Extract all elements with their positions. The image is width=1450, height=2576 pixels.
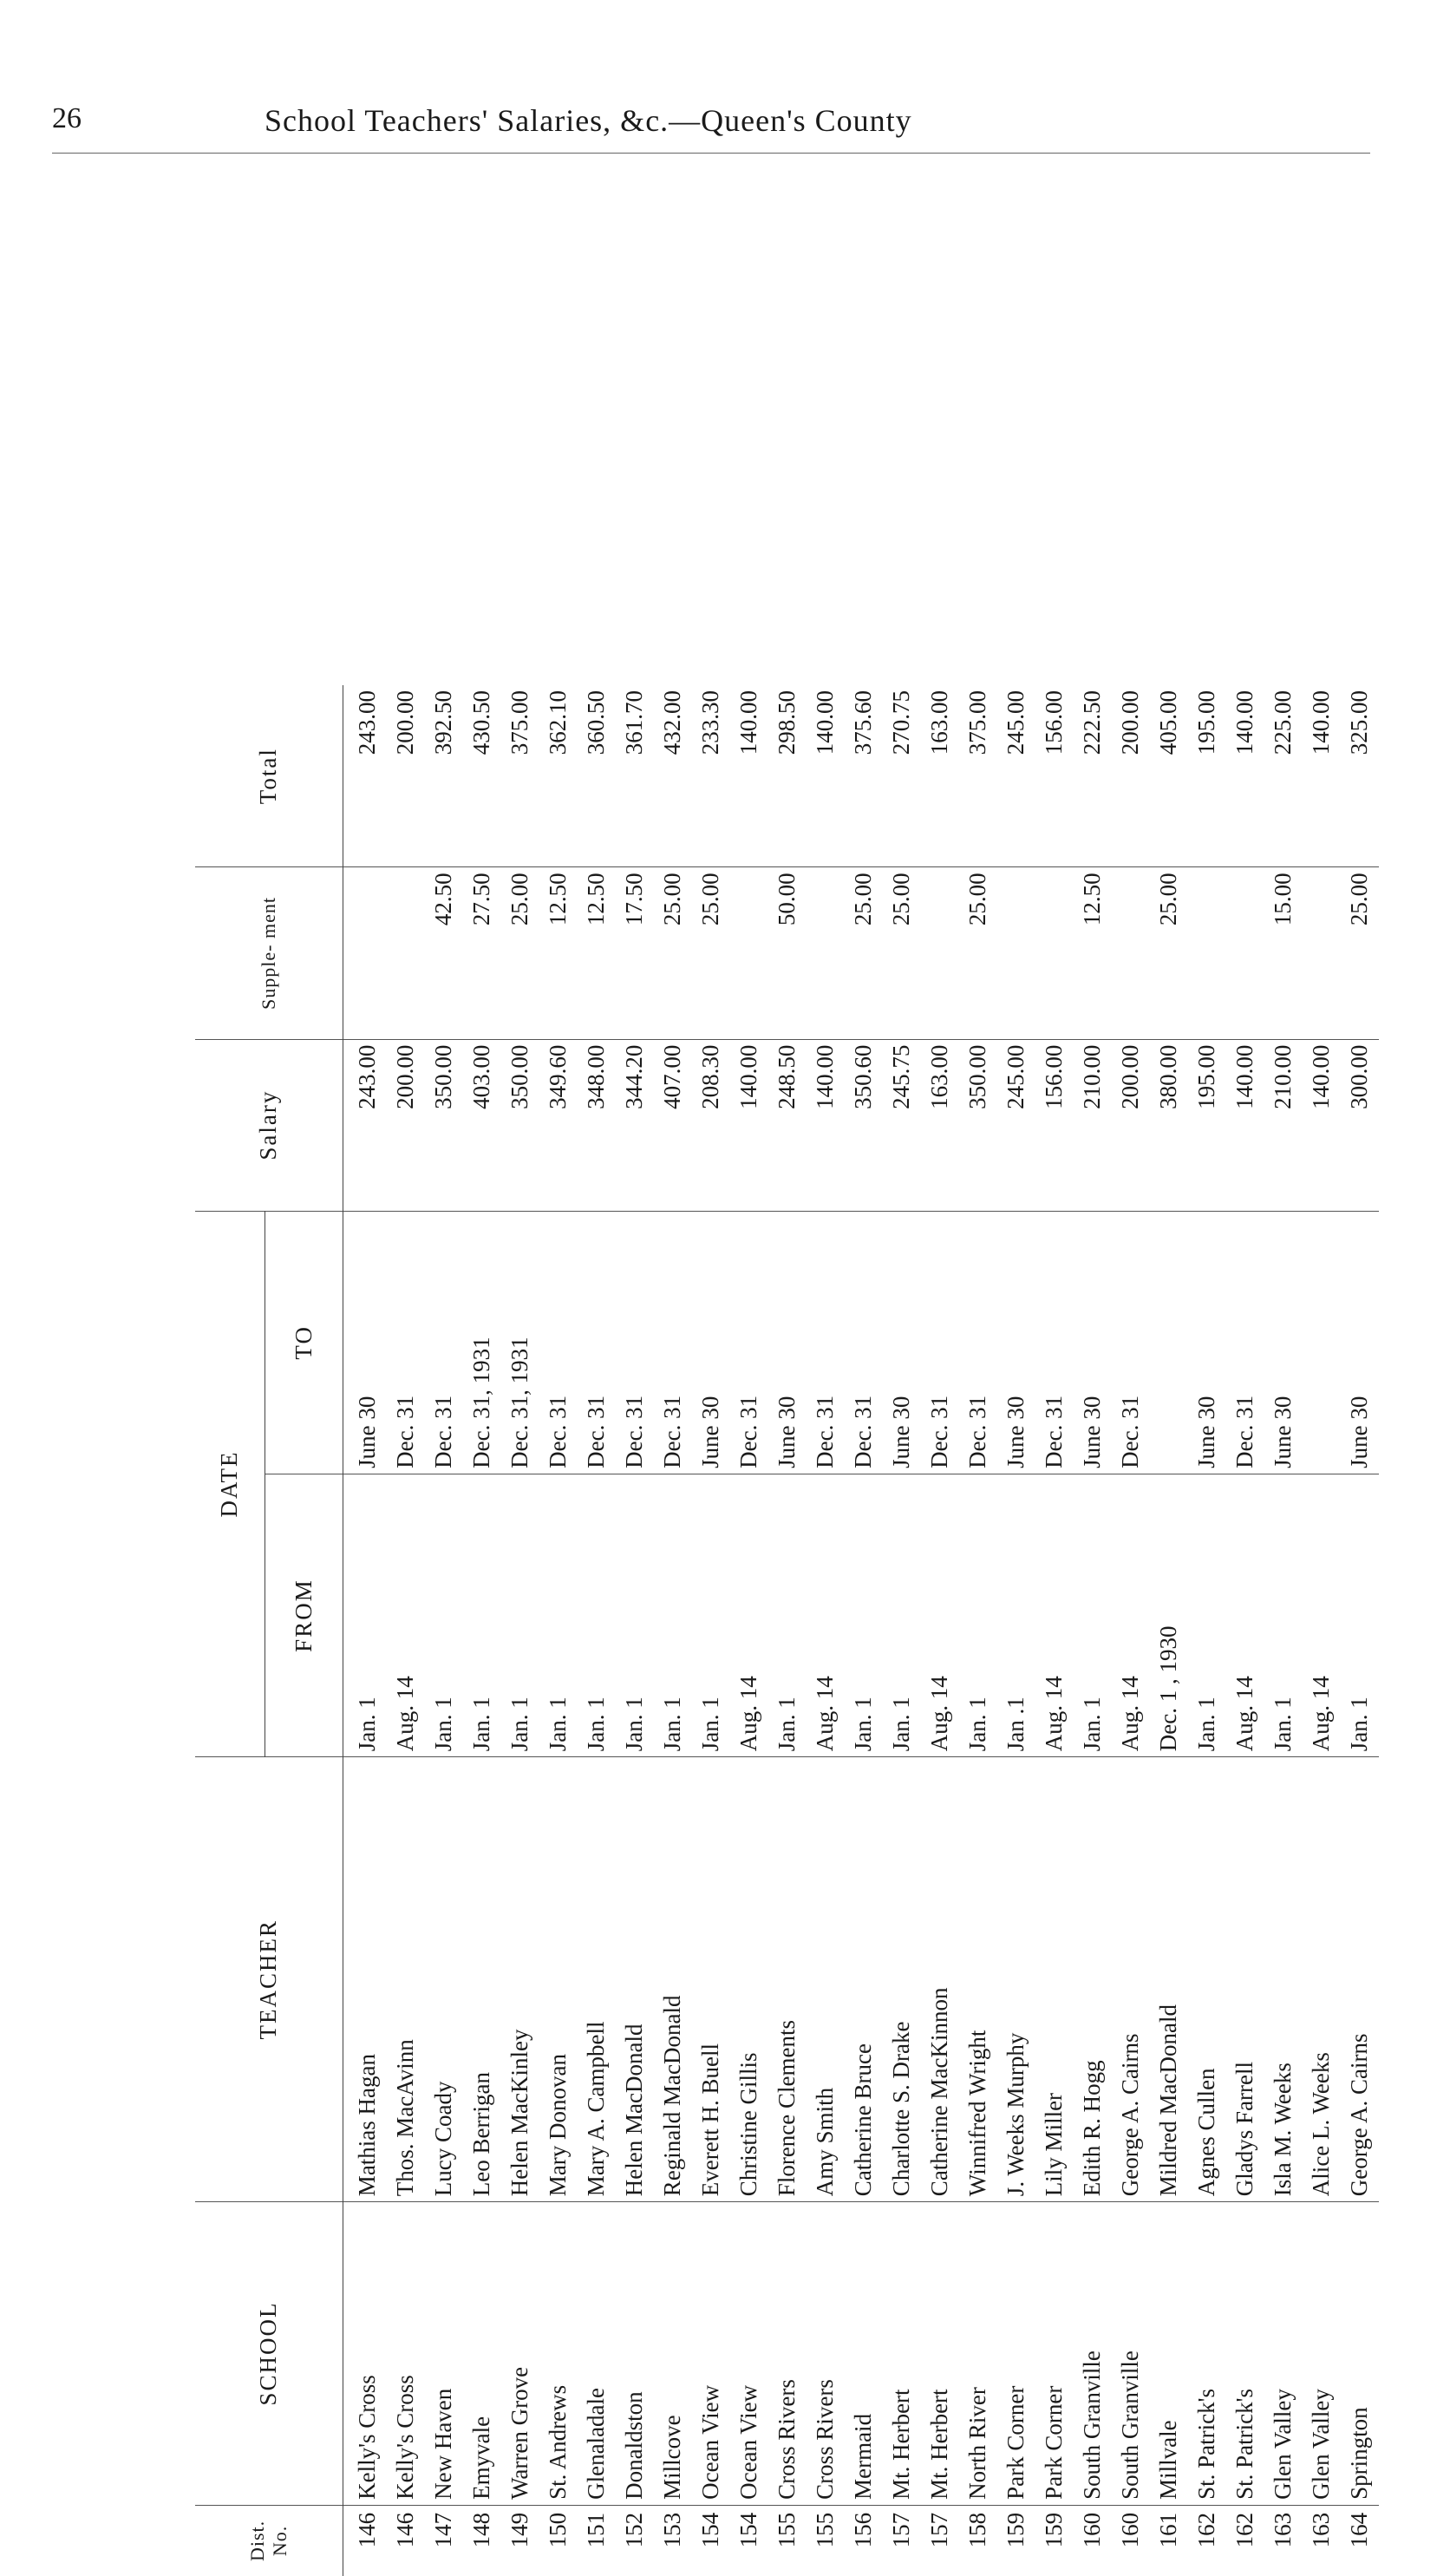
total-cell: 163.00 [921,685,959,867]
total-cell: 156.00 [1035,685,1074,867]
to-date-cell: Dec. 31 [730,1211,768,1474]
supplement-cell: 12.50 [1074,867,1112,1039]
teacher-cell: Catherine Bruce [845,1757,883,2202]
dist-no-cell: 155 [774,2512,800,2548]
dist-no-cell: 160 [1079,2512,1105,2548]
from-date-cell: Jan. 1 [768,1474,807,1756]
salary-cell: 210.00 [1074,1039,1112,1211]
teacher-cell: Charlotte S. Drake [883,1757,921,2202]
teacher-cell: Mary A. Campbell [578,1757,616,2202]
teacher-cell: Leo Berrigan [463,1757,501,2202]
rotated-table-wrapper [195,685,1372,2576]
teacher-cell: Isla M. Weeks [1264,1757,1303,2202]
school-cell: Ocean View [730,2202,768,2506]
salary-cell: 200.00 [1112,1039,1150,1211]
table-row [845,685,883,2576]
dist-no-cell: 148 [468,2512,494,2548]
to-date-cell: Dec. 31 [1226,1211,1264,1474]
page-number: 26 [52,102,82,134]
teacher-cell: Edith R. Hogg [1074,1757,1112,2202]
school-cell: Warren Grove [501,2202,539,2506]
total-cell: 325.00 [1341,685,1379,867]
from-date-cell: Jan. 1 [539,1474,578,1756]
table-row [883,685,921,2576]
dist-no-cell: 155 [812,2512,838,2548]
from-date-cell: Jan .1 [997,1474,1035,1756]
table-row [501,685,539,2576]
total-cell: 225.00 [1264,685,1303,867]
supplement-cell [997,867,1035,1039]
from-date-cell: Aug. 14 [1226,1474,1264,1756]
teacher-cell: Florence Clements [768,1757,807,2202]
school-cell: St. Patrick's [1226,2202,1264,2506]
dist-no-cell: 157 [926,2512,952,2548]
running-title: School Teachers' Salaries, &c.—Queen's County [265,103,912,138]
from-date-cell: Jan. 1 [1188,1474,1226,1756]
salary-cell: 407.00 [654,1039,692,1211]
table-row [1035,685,1074,2576]
to-date-cell: June 30 [1188,1211,1226,1474]
teacher-cell: Gladys Farrell [1226,1757,1264,2202]
dist-no-cell: 158 [964,2512,990,2548]
to-date-cell: Dec. 31 [807,1211,845,1474]
to-date-cell: June 30 [768,1211,807,1474]
to-date-cell: Dec. 31 [616,1211,654,1474]
dist-no-cell: 146 [354,2512,380,2548]
from-date-cell: Aug. 14 [807,1474,845,1756]
from-date-cell: Jan. 1 [425,1474,463,1756]
school-cell: Kelly's Cross [343,2202,387,2506]
dist-no-cell: 154 [697,2512,723,2548]
school-cell: Mt. Herbert [921,2202,959,2506]
dist-no-cell: 150 [545,2512,571,2548]
to-date-cell: Dec. 31, 1931 [501,1211,539,1474]
teacher-cell: Mathias Hagan [343,1757,387,2202]
total-cell: 392.50 [425,685,463,867]
from-date-cell: Jan. 1 [959,1474,997,1756]
from-date-cell: Aug. 14 [730,1474,768,1756]
table-row [578,685,616,2576]
from-date-cell: Jan. 1 [1074,1474,1112,1756]
school-cell: St. Patrick's [1188,2202,1226,2506]
school-cell: Mt. Herbert [883,2202,921,2506]
supplement-cell: 17.50 [616,867,654,1039]
supplement-cell: 25.00 [501,867,539,1039]
school-cell: Donaldston [616,2202,654,2506]
table-row [997,685,1035,2576]
school-cell: Park Corner [1035,2202,1074,2506]
supplement-cell [1226,867,1264,1039]
salary-cell: 245.00 [997,1039,1035,1211]
from-date-cell: Jan. 1 [692,1474,730,1756]
salary-cell: 243.00 [343,1039,387,1211]
teacher-cell: Mary Donovan [539,1757,578,2202]
supplement-cell [921,867,959,1039]
table-row [616,685,654,2576]
header-dist-no: Dist. No. [195,2505,343,2576]
salary-cell: 348.00 [578,1039,616,1211]
total-cell: 233.30 [692,685,730,867]
supplement-cell [1188,867,1226,1039]
table-row [1112,685,1150,2576]
table-row [1226,685,1264,2576]
supplement-cell: 25.00 [1150,867,1188,1039]
school-cell: Mermaid [845,2202,883,2506]
teacher-cell: Lucy Coady [425,1757,463,2202]
supplement-cell [1035,867,1074,1039]
header-teacher: TEACHER [195,1757,343,2202]
dist-no-cell: 159 [1041,2512,1067,2548]
supplement-cell: 12.50 [578,867,616,1039]
header-salary: Salary [195,1039,343,1211]
total-cell: 200.00 [1112,685,1150,867]
total-cell: 140.00 [1226,685,1264,867]
to-date-cell: Dec. 31 [1112,1211,1150,1474]
total-cell: 195.00 [1188,685,1226,867]
salary-cell: 140.00 [807,1039,845,1211]
table-row [1264,685,1303,2576]
from-date-cell: Aug. 14 [387,1474,425,1756]
school-cell: New Haven [425,2202,463,2506]
dist-no-cell: 160 [1117,2512,1143,2548]
supplement-cell [387,867,425,1039]
dist-no-cell: 159 [1003,2512,1029,2548]
dist-no-cell: 151 [583,2512,609,2548]
total-cell: 430.50 [463,685,501,867]
to-date-cell: Dec. 31 [425,1211,463,1474]
from-date-cell: Jan. 1 [1341,1474,1379,1756]
to-date-cell: Dec. 31 [959,1211,997,1474]
to-date-cell: June 30 [1264,1211,1303,1474]
supplement-cell: 25.00 [959,867,997,1039]
salary-cell: 156.00 [1035,1039,1074,1211]
supplement-cell: 50.00 [768,867,807,1039]
from-date-cell: Jan. 1 [501,1474,539,1756]
dist-no-cell: 157 [888,2512,914,2548]
to-date-cell: June 30 [1074,1211,1112,1474]
teacher-cell: Helen MacDonald [616,1757,654,2202]
to-date-cell: Dec. 31 [387,1211,425,1474]
teacher-cell: Everett H. Buell [692,1757,730,2202]
school-cell: Glenaladale [578,2202,616,2506]
dist-no-cell: 162 [1231,2512,1257,2548]
school-cell: Kelly's Cross [387,2202,425,2506]
school-cell: Cross Rivers [807,2202,845,2506]
table-row [387,685,425,2576]
table-row [654,685,692,2576]
dist-no-cell: 163 [1270,2512,1296,2548]
supplement-cell: 25.00 [845,867,883,1039]
to-date-cell: June 30 [1341,1211,1379,1474]
salary-cell: 140.00 [1226,1039,1264,1211]
from-date-cell: Jan. 1 [1264,1474,1303,1756]
table-row [768,685,807,2576]
supplement-cell: 12.50 [539,867,578,1039]
teacher-cell: Thos. MacAvinn [387,1757,425,2202]
total-cell: 243.00 [343,685,387,867]
to-date-cell: Dec. 31 [654,1211,692,1474]
teacher-cell: Amy Smith [807,1757,845,2202]
from-date-cell: Jan. 1 [578,1474,616,1756]
table-row [692,685,730,2576]
school-cell: South Granville [1112,2202,1150,2506]
from-date-cell: Aug. 14 [1112,1474,1150,1756]
teacher-cell: Reginald MacDonald [654,1757,692,2202]
table-row [539,685,578,2576]
school-cell: North River [959,2202,997,2506]
table-row [463,685,501,2576]
salary-cell: 380.00 [1150,1039,1188,1211]
supplement-cell: 25.00 [883,867,921,1039]
teacher-cell: Agnes Cullen [1188,1757,1226,2202]
table-row [807,685,845,2576]
total-cell: 222.50 [1074,685,1112,867]
from-date-cell: Jan. 1 [463,1474,501,1756]
supplement-cell: 25.00 [654,867,692,1039]
table-row [1303,685,1341,2576]
salary-cell: 140.00 [1303,1039,1341,1211]
dist-no-cell: 147 [430,2512,456,2548]
school-cell: Park Corner [997,2202,1035,2506]
to-date-cell: Dec. 31, 1931 [463,1211,501,1474]
supplement-cell [1303,867,1341,1039]
dist-no-cell: 149 [506,2512,532,2548]
school-cell: St. Andrews [539,2202,578,2506]
to-date-cell: Dec. 31 [845,1211,883,1474]
header-total: Total [195,685,343,867]
total-cell: 361.70 [616,685,654,867]
salary-cell: 163.00 [921,1039,959,1211]
from-date-cell: Jan. 1 [616,1474,654,1756]
from-date-cell: Jan. 1 [343,1474,387,1756]
supplement-cell [730,867,768,1039]
total-cell: 375.60 [845,685,883,867]
salary-cell: 349.60 [539,1039,578,1211]
school-cell: Millcove [654,2202,692,2506]
total-cell: 200.00 [387,685,425,867]
to-date-cell: June 30 [343,1211,387,1474]
salary-cell: 350.00 [425,1039,463,1211]
from-date-cell: Jan. 1 [883,1474,921,1756]
salary-cell: 208.30 [692,1039,730,1211]
from-date-cell: Aug. 14 [921,1474,959,1756]
total-cell: 140.00 [807,685,845,867]
salary-cell: 350.00 [959,1039,997,1211]
table-row [343,685,387,2576]
school-cell: South Granville [1074,2202,1112,2506]
header-date: DATE [195,1211,265,1757]
salaries-table [195,685,1379,2576]
to-date-cell: June 30 [883,1211,921,1474]
teacher-cell: Christine Gillis [730,1757,768,2202]
table-row [921,685,959,2576]
dist-no-cell: 162 [1193,2512,1219,2548]
from-date-cell: Aug. 14 [1035,1474,1074,1756]
teacher-cell: J. Weeks Murphy [997,1757,1035,2202]
to-date-cell [1150,1211,1188,1474]
supplement-cell: 27.50 [463,867,501,1039]
from-date-cell: Dec. 1 , 1930 [1150,1474,1188,1756]
header-school: SCHOOL [195,2202,343,2506]
teacher-cell: George A. Cairns [1112,1757,1150,2202]
supplement-cell [343,867,387,1039]
total-cell: 362.10 [539,685,578,867]
supplement-cell: 42.50 [425,867,463,1039]
school-cell: Glen Valley [1303,2202,1341,2506]
to-date-cell: June 30 [692,1211,730,1474]
supplement-cell: 25.00 [692,867,730,1039]
header-supplement: Supple- ment [195,867,343,1039]
salary-cell: 200.00 [387,1039,425,1211]
table-body [343,685,1379,2576]
from-date-cell: Jan. 1 [654,1474,692,1756]
salary-cell: 344.20 [616,1039,654,1211]
to-date-cell: Dec. 31 [1035,1211,1074,1474]
school-cell: Glen Valley [1264,2202,1303,2506]
school-cell: Cross Rivers [768,2202,807,2506]
teacher-cell: Alice L. Weeks [1303,1757,1341,2202]
from-date-cell: Jan. 1 [845,1474,883,1756]
supplement-cell [807,867,845,1039]
salary-cell: 195.00 [1188,1039,1226,1211]
teacher-cell: Winnifred Wright [959,1757,997,2202]
to-date-cell: Dec. 31 [539,1211,578,1474]
teacher-cell: Catherine MacKinnon [921,1757,959,2202]
table-row [425,685,463,2576]
teacher-cell: George A. Cairns [1341,1757,1379,2202]
salary-cell: 245.75 [883,1039,921,1211]
total-cell: 298.50 [768,685,807,867]
total-cell: 375.00 [501,685,539,867]
dist-no-cell: 161 [1155,2512,1181,2548]
salary-cell: 140.00 [730,1039,768,1211]
table-row [1074,685,1112,2576]
supplement-cell: 15.00 [1264,867,1303,1039]
dist-no-cell: 153 [659,2512,685,2548]
salary-cell: 248.50 [768,1039,807,1211]
teacher-cell: Lily Miller [1035,1757,1074,2202]
dist-no-cell: 146 [392,2512,418,2548]
page-header [52,102,1370,154]
salary-cell: 300.00 [1341,1039,1379,1211]
salary-cell: 350.00 [501,1039,539,1211]
school-cell: Ocean View [692,2202,730,2506]
dist-no-cell: 163 [1308,2512,1334,2548]
total-cell: 245.00 [997,685,1035,867]
total-cell: 140.00 [1303,685,1341,867]
table-row [730,685,768,2576]
dist-no-cell: 154 [735,2512,761,2548]
to-date-cell: Dec. 31 [921,1211,959,1474]
supplement-cell [1112,867,1150,1039]
from-date-cell: Aug. 14 [1303,1474,1341,1756]
dist-no-cell: 164 [1346,2512,1372,2548]
table-row [1188,685,1226,2576]
dist-no-cell: 156 [850,2512,876,2548]
total-cell: 140.00 [730,685,768,867]
teacher-cell: Helen MacKinley [501,1757,539,2202]
header-to: TO [265,1211,343,1474]
table-row [1150,685,1188,2576]
dist-no-cell: 152 [621,2512,647,2548]
total-cell: 375.00 [959,685,997,867]
to-date-cell [1303,1211,1341,1474]
supplement-cell: 25.00 [1341,867,1379,1039]
table-row [959,685,997,2576]
total-cell: 360.50 [578,685,616,867]
teacher-cell: Mildred MacDonald [1150,1757,1188,2202]
salary-cell: 210.00 [1264,1039,1303,1211]
salary-cell: 350.60 [845,1039,883,1211]
table-row [1341,685,1379,2576]
school-cell: Emyvale [463,2202,501,2506]
salary-cell: 403.00 [463,1039,501,1211]
total-cell: 405.00 [1150,685,1188,867]
school-cell: Millvale [1150,2202,1188,2506]
header-from: FROM [265,1474,343,1756]
to-date-cell: Dec. 31 [578,1211,616,1474]
header-rule [52,153,1370,154]
total-cell: 270.75 [883,685,921,867]
total-cell: 432.00 [654,685,692,867]
school-cell: Springton [1341,2202,1379,2506]
to-date-cell: June 30 [997,1211,1035,1474]
